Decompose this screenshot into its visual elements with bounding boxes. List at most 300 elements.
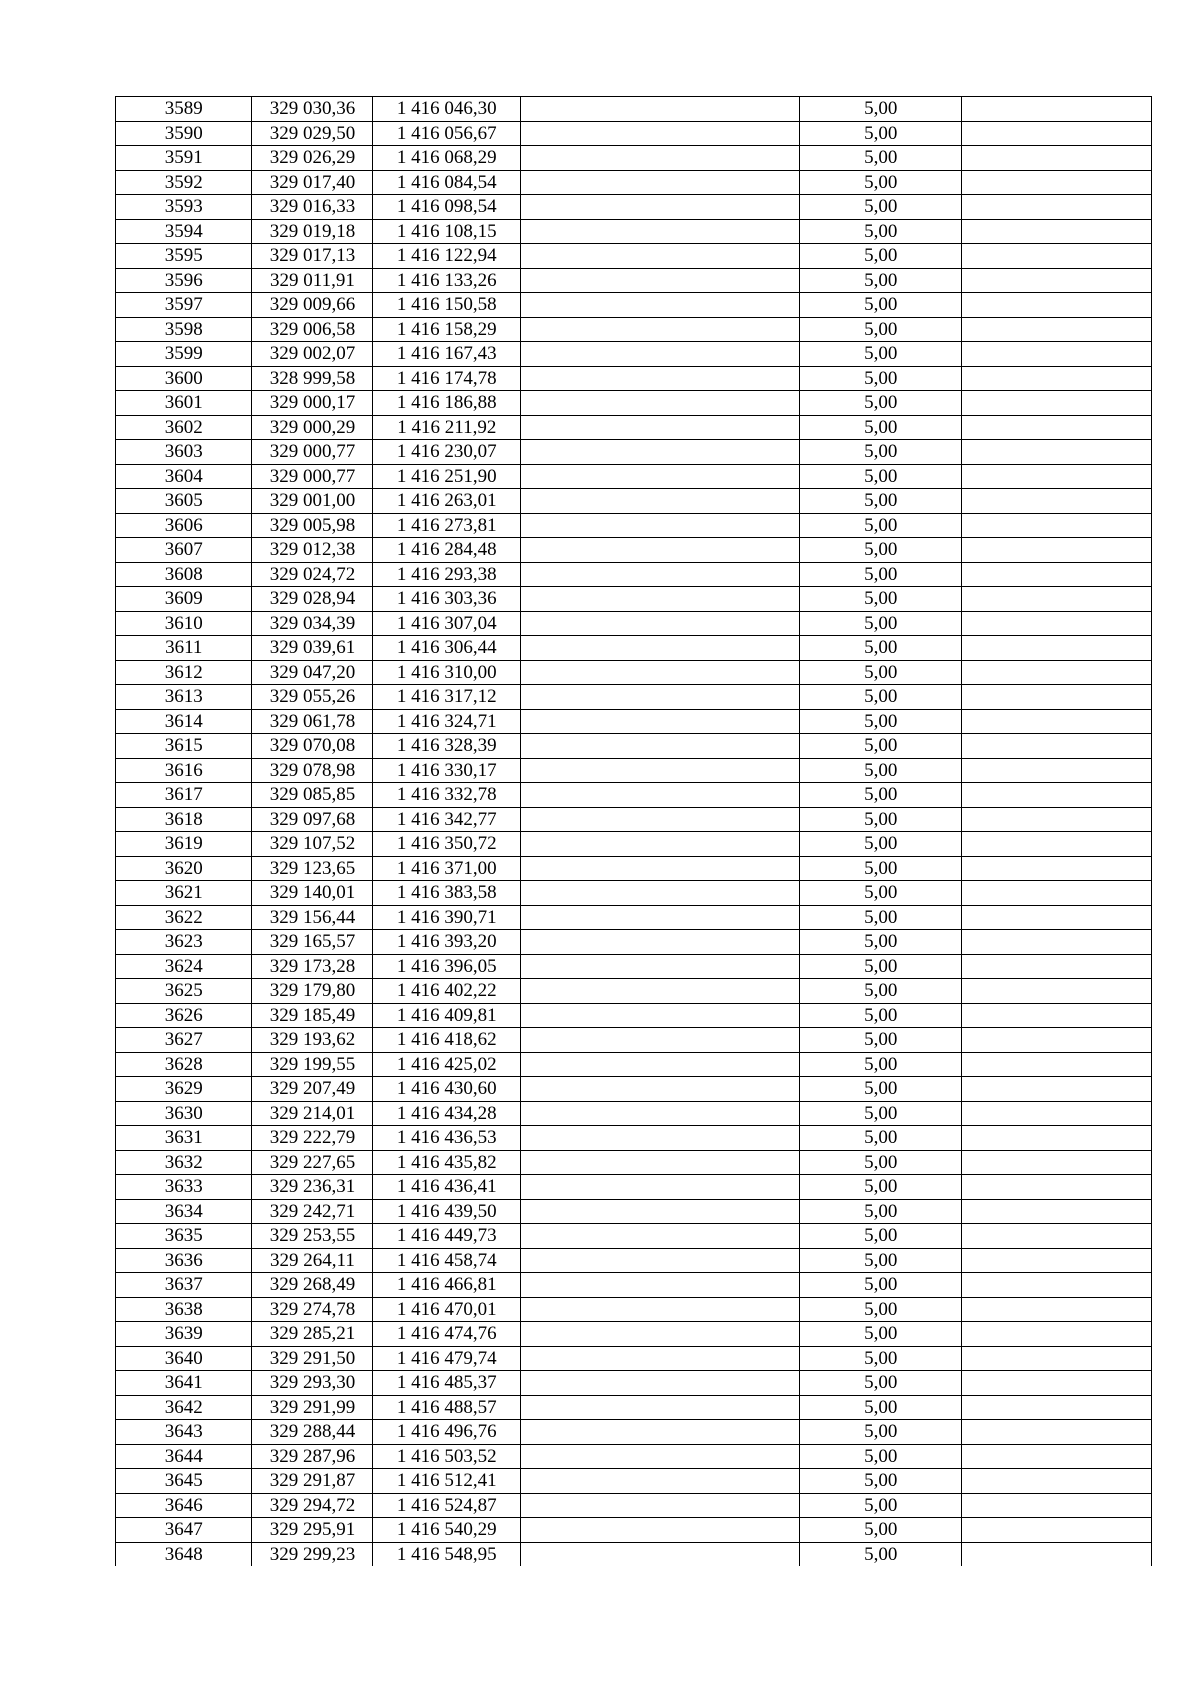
description-cell (521, 1444, 800, 1469)
description-cell (521, 146, 800, 171)
x-coordinate-cell: 329 242,71 (252, 1199, 373, 1224)
point-number-cell: 3648 (116, 1542, 252, 1566)
description-cell (521, 636, 800, 661)
table-row (116, 1175, 1152, 1200)
description-cell (521, 1028, 800, 1053)
table-row (116, 709, 1152, 734)
x-coordinate-cell: 329 012,38 (252, 538, 373, 563)
description-cell (521, 783, 800, 808)
note-cell (962, 832, 1152, 857)
description-cell (521, 1518, 800, 1543)
point-number-cell: 3645 (116, 1469, 252, 1494)
note-cell (962, 611, 1152, 636)
point-number-cell: 3626 (116, 1003, 252, 1028)
note-cell (962, 317, 1152, 342)
note-cell (962, 1003, 1152, 1028)
table-row (116, 97, 1152, 122)
table-row (116, 195, 1152, 220)
note-cell (962, 268, 1152, 293)
description-cell (521, 660, 800, 685)
table-row (116, 146, 1152, 171)
note-cell (962, 856, 1152, 881)
accuracy-cell: 5,00 (800, 1395, 962, 1420)
note-cell (962, 783, 1152, 808)
point-number-cell: 3596 (116, 268, 252, 293)
accuracy-cell: 5,00 (800, 954, 962, 979)
accuracy-cell: 5,00 (800, 587, 962, 612)
point-number-cell: 3595 (116, 244, 252, 269)
accuracy-cell: 5,00 (800, 1052, 962, 1077)
y-coordinate-cell: 1 416 330,17 (373, 758, 521, 783)
coordinates-table-body (116, 97, 1152, 1567)
point-number-cell: 3642 (116, 1395, 252, 1420)
y-coordinate-cell: 1 416 430,60 (373, 1077, 521, 1102)
accuracy-cell: 5,00 (800, 1077, 962, 1102)
x-coordinate-cell: 329 253,55 (252, 1224, 373, 1249)
note-cell (962, 440, 1152, 465)
point-number-cell: 3634 (116, 1199, 252, 1224)
description-cell (521, 170, 800, 195)
y-coordinate-cell: 1 416 512,41 (373, 1469, 521, 1494)
description-cell (521, 1371, 800, 1396)
y-coordinate-cell: 1 416 390,71 (373, 905, 521, 930)
point-number-cell: 3608 (116, 562, 252, 587)
accuracy-cell: 5,00 (800, 758, 962, 783)
point-number-cell: 3607 (116, 538, 252, 563)
point-number-cell: 3606 (116, 513, 252, 538)
table-row (116, 685, 1152, 710)
note-cell (962, 660, 1152, 685)
table-row (116, 856, 1152, 881)
y-coordinate-cell: 1 416 150,58 (373, 293, 521, 318)
y-coordinate-cell: 1 416 496,76 (373, 1420, 521, 1445)
description-cell (521, 195, 800, 220)
table-row (116, 489, 1152, 514)
note-cell (962, 489, 1152, 514)
description-cell (521, 1273, 800, 1298)
x-coordinate-cell: 329 287,96 (252, 1444, 373, 1469)
accuracy-cell: 5,00 (800, 660, 962, 685)
table-row (116, 587, 1152, 612)
y-coordinate-cell: 1 416 317,12 (373, 685, 521, 710)
x-coordinate-cell: 329 029,50 (252, 121, 373, 146)
point-number-cell: 3611 (116, 636, 252, 661)
y-coordinate-cell: 1 416 084,54 (373, 170, 521, 195)
y-coordinate-cell: 1 416 435,82 (373, 1150, 521, 1175)
y-coordinate-cell: 1 416 284,48 (373, 538, 521, 563)
description-cell (521, 1346, 800, 1371)
description-cell (521, 807, 800, 832)
note-cell (962, 366, 1152, 391)
table-row (116, 881, 1152, 906)
x-coordinate-cell: 329 047,20 (252, 660, 373, 685)
y-coordinate-cell: 1 416 485,37 (373, 1371, 521, 1396)
x-coordinate-cell: 329 294,72 (252, 1493, 373, 1518)
description-cell (521, 709, 800, 734)
accuracy-cell: 5,00 (800, 1469, 962, 1494)
x-coordinate-cell: 329 024,72 (252, 562, 373, 587)
point-number-cell: 3616 (116, 758, 252, 783)
table-row (116, 954, 1152, 979)
accuracy-cell: 5,00 (800, 930, 962, 955)
point-number-cell: 3617 (116, 783, 252, 808)
x-coordinate-cell: 329 006,58 (252, 317, 373, 342)
description-cell (521, 121, 800, 146)
note-cell (962, 1126, 1152, 1151)
point-number-cell: 3609 (116, 587, 252, 612)
accuracy-cell: 5,00 (800, 562, 962, 587)
point-number-cell: 3636 (116, 1248, 252, 1273)
y-coordinate-cell: 1 416 263,01 (373, 489, 521, 514)
point-number-cell: 3625 (116, 979, 252, 1004)
accuracy-cell: 5,00 (800, 905, 962, 930)
accuracy-cell: 5,00 (800, 636, 962, 661)
table-row (116, 293, 1152, 318)
table-row (116, 1101, 1152, 1126)
y-coordinate-cell: 1 416 402,22 (373, 979, 521, 1004)
table-row (116, 317, 1152, 342)
description-cell (521, 293, 800, 318)
description-cell (521, 219, 800, 244)
point-number-cell: 3590 (116, 121, 252, 146)
note-cell (962, 1395, 1152, 1420)
x-coordinate-cell: 329 070,08 (252, 734, 373, 759)
note-cell (962, 121, 1152, 146)
point-number-cell: 3621 (116, 881, 252, 906)
table-row (116, 1493, 1152, 1518)
x-coordinate-cell: 329 123,65 (252, 856, 373, 881)
accuracy-cell: 5,00 (800, 1101, 962, 1126)
x-coordinate-cell: 329 199,55 (252, 1052, 373, 1077)
description-cell (521, 1077, 800, 1102)
table-row (116, 1346, 1152, 1371)
note-cell (962, 1175, 1152, 1200)
table-row (116, 783, 1152, 808)
table-row (116, 1542, 1152, 1566)
point-number-cell: 3614 (116, 709, 252, 734)
x-coordinate-cell: 329 140,01 (252, 881, 373, 906)
point-number-cell: 3598 (116, 317, 252, 342)
description-cell (521, 1101, 800, 1126)
note-cell (962, 636, 1152, 661)
point-number-cell: 3630 (116, 1101, 252, 1126)
y-coordinate-cell: 1 416 293,38 (373, 562, 521, 587)
table-row (116, 391, 1152, 416)
table-row (116, 513, 1152, 538)
point-number-cell: 3627 (116, 1028, 252, 1053)
table-row (116, 758, 1152, 783)
description-cell (521, 464, 800, 489)
description-cell (521, 1052, 800, 1077)
description-cell (521, 391, 800, 416)
y-coordinate-cell: 1 416 540,29 (373, 1518, 521, 1543)
y-coordinate-cell: 1 416 342,77 (373, 807, 521, 832)
description-cell (521, 1224, 800, 1249)
point-number-cell: 3639 (116, 1322, 252, 1347)
table-row (116, 562, 1152, 587)
y-coordinate-cell: 1 416 056,67 (373, 121, 521, 146)
point-number-cell: 3647 (116, 1518, 252, 1543)
table-row (116, 366, 1152, 391)
accuracy-cell: 5,00 (800, 734, 962, 759)
x-coordinate-cell: 329 011,91 (252, 268, 373, 293)
y-coordinate-cell: 1 416 548,95 (373, 1542, 521, 1566)
x-coordinate-cell: 329 107,52 (252, 832, 373, 857)
x-coordinate-cell: 329 097,68 (252, 807, 373, 832)
accuracy-cell: 5,00 (800, 709, 962, 734)
accuracy-cell: 5,00 (800, 1322, 962, 1347)
note-cell (962, 1469, 1152, 1494)
accuracy-cell: 5,00 (800, 1542, 962, 1566)
accuracy-cell: 5,00 (800, 1248, 962, 1273)
x-coordinate-cell: 329 293,30 (252, 1371, 373, 1396)
note-cell (962, 685, 1152, 710)
y-coordinate-cell: 1 416 396,05 (373, 954, 521, 979)
accuracy-cell: 5,00 (800, 881, 962, 906)
point-number-cell: 3610 (116, 611, 252, 636)
point-number-cell: 3635 (116, 1224, 252, 1249)
description-cell (521, 1322, 800, 1347)
note-cell (962, 1371, 1152, 1396)
note-cell (962, 1346, 1152, 1371)
point-number-cell: 3632 (116, 1150, 252, 1175)
point-number-cell: 3613 (116, 685, 252, 710)
y-coordinate-cell: 1 416 425,02 (373, 1052, 521, 1077)
x-coordinate-cell: 329 001,00 (252, 489, 373, 514)
note-cell (962, 464, 1152, 489)
y-coordinate-cell: 1 416 439,50 (373, 1199, 521, 1224)
accuracy-cell: 5,00 (800, 1199, 962, 1224)
accuracy-cell: 5,00 (800, 170, 962, 195)
x-coordinate-cell: 329 005,98 (252, 513, 373, 538)
accuracy-cell: 5,00 (800, 219, 962, 244)
y-coordinate-cell: 1 416 324,71 (373, 709, 521, 734)
description-cell (521, 734, 800, 759)
x-coordinate-cell: 329 039,61 (252, 636, 373, 661)
x-coordinate-cell: 328 999,58 (252, 366, 373, 391)
y-coordinate-cell: 1 416 332,78 (373, 783, 521, 808)
table-row (116, 219, 1152, 244)
point-number-cell: 3624 (116, 954, 252, 979)
y-coordinate-cell: 1 416 273,81 (373, 513, 521, 538)
x-coordinate-cell: 329 222,79 (252, 1126, 373, 1151)
x-coordinate-cell: 329 291,99 (252, 1395, 373, 1420)
y-coordinate-cell: 1 416 434,28 (373, 1101, 521, 1126)
point-number-cell: 3620 (116, 856, 252, 881)
y-coordinate-cell: 1 416 350,72 (373, 832, 521, 857)
description-cell (521, 244, 800, 269)
description-cell (521, 268, 800, 293)
table-row (116, 807, 1152, 832)
point-number-cell: 3604 (116, 464, 252, 489)
accuracy-cell: 5,00 (800, 611, 962, 636)
x-coordinate-cell: 329 299,23 (252, 1542, 373, 1566)
accuracy-cell: 5,00 (800, 464, 962, 489)
x-coordinate-cell: 329 019,18 (252, 219, 373, 244)
accuracy-cell: 5,00 (800, 440, 962, 465)
point-number-cell: 3646 (116, 1493, 252, 1518)
y-coordinate-cell: 1 416 466,81 (373, 1273, 521, 1298)
y-coordinate-cell: 1 416 133,26 (373, 268, 521, 293)
point-number-cell: 3618 (116, 807, 252, 832)
x-coordinate-cell: 329 288,44 (252, 1420, 373, 1445)
note-cell (962, 146, 1152, 171)
x-coordinate-cell: 329 156,44 (252, 905, 373, 930)
y-coordinate-cell: 1 416 251,90 (373, 464, 521, 489)
accuracy-cell: 5,00 (800, 146, 962, 171)
y-coordinate-cell: 1 416 436,53 (373, 1126, 521, 1151)
note-cell (962, 1322, 1152, 1347)
accuracy-cell: 5,00 (800, 293, 962, 318)
note-cell (962, 293, 1152, 318)
accuracy-cell: 5,00 (800, 1420, 962, 1445)
x-coordinate-cell: 329 017,13 (252, 244, 373, 269)
y-coordinate-cell: 1 416 524,87 (373, 1493, 521, 1518)
x-coordinate-cell: 329 017,40 (252, 170, 373, 195)
y-coordinate-cell: 1 416 046,30 (373, 97, 521, 122)
table-row (116, 1028, 1152, 1053)
point-number-cell: 3594 (116, 219, 252, 244)
x-coordinate-cell: 329 061,78 (252, 709, 373, 734)
y-coordinate-cell: 1 416 458,74 (373, 1248, 521, 1273)
y-coordinate-cell: 1 416 186,88 (373, 391, 521, 416)
note-cell (962, 244, 1152, 269)
accuracy-cell: 5,00 (800, 783, 962, 808)
y-coordinate-cell: 1 416 303,36 (373, 587, 521, 612)
x-coordinate-cell: 329 295,91 (252, 1518, 373, 1543)
point-number-cell: 3601 (116, 391, 252, 416)
point-number-cell: 3628 (116, 1052, 252, 1077)
description-cell (521, 1542, 800, 1566)
note-cell (962, 1199, 1152, 1224)
y-coordinate-cell: 1 416 122,94 (373, 244, 521, 269)
table-row (116, 660, 1152, 685)
table-row (116, 268, 1152, 293)
table-row (116, 1395, 1152, 1420)
accuracy-cell: 5,00 (800, 268, 962, 293)
accuracy-cell: 5,00 (800, 1346, 962, 1371)
x-coordinate-cell: 329 000,77 (252, 440, 373, 465)
description-cell (521, 905, 800, 930)
y-coordinate-cell: 1 416 383,58 (373, 881, 521, 906)
description-cell (521, 881, 800, 906)
note-cell (962, 587, 1152, 612)
accuracy-cell: 5,00 (800, 1028, 962, 1053)
table-row (116, 905, 1152, 930)
coordinates-table (115, 96, 1152, 1566)
note-cell (962, 1518, 1152, 1543)
accuracy-cell: 5,00 (800, 1493, 962, 1518)
x-coordinate-cell: 329 000,17 (252, 391, 373, 416)
table-row (116, 832, 1152, 857)
accuracy-cell: 5,00 (800, 1273, 962, 1298)
accuracy-cell: 5,00 (800, 317, 962, 342)
point-number-cell: 3603 (116, 440, 252, 465)
point-number-cell: 3599 (116, 342, 252, 367)
description-cell (521, 685, 800, 710)
accuracy-cell: 5,00 (800, 1175, 962, 1200)
note-cell (962, 1028, 1152, 1053)
description-cell (521, 366, 800, 391)
note-cell (962, 1077, 1152, 1102)
accuracy-cell: 5,00 (800, 1150, 962, 1175)
table-row (116, 244, 1152, 269)
table-row (116, 440, 1152, 465)
x-coordinate-cell: 329 179,80 (252, 979, 373, 1004)
accuracy-cell: 5,00 (800, 807, 962, 832)
x-coordinate-cell: 329 227,65 (252, 1150, 373, 1175)
x-coordinate-cell: 329 000,77 (252, 464, 373, 489)
x-coordinate-cell: 329 291,50 (252, 1346, 373, 1371)
description-cell (521, 856, 800, 881)
point-number-cell: 3619 (116, 832, 252, 857)
table-row (116, 1077, 1152, 1102)
note-cell (962, 954, 1152, 979)
description-cell (521, 1199, 800, 1224)
x-coordinate-cell: 329 268,49 (252, 1273, 373, 1298)
note-cell (962, 1444, 1152, 1469)
description-cell (521, 538, 800, 563)
x-coordinate-cell: 329 207,49 (252, 1077, 373, 1102)
x-coordinate-cell: 329 214,01 (252, 1101, 373, 1126)
y-coordinate-cell: 1 416 409,81 (373, 1003, 521, 1028)
point-number-cell: 3605 (116, 489, 252, 514)
point-number-cell: 3641 (116, 1371, 252, 1396)
description-cell (521, 1003, 800, 1028)
y-coordinate-cell: 1 416 418,62 (373, 1028, 521, 1053)
accuracy-cell: 5,00 (800, 1224, 962, 1249)
accuracy-cell: 5,00 (800, 538, 962, 563)
x-coordinate-cell: 329 026,29 (252, 146, 373, 171)
accuracy-cell: 5,00 (800, 513, 962, 538)
y-coordinate-cell: 1 416 371,00 (373, 856, 521, 881)
accuracy-cell: 5,00 (800, 1297, 962, 1322)
note-cell (962, 930, 1152, 955)
note-cell (962, 881, 1152, 906)
point-number-cell: 3644 (116, 1444, 252, 1469)
y-coordinate-cell: 1 416 328,39 (373, 734, 521, 759)
table-row (116, 1297, 1152, 1322)
note-cell (962, 1297, 1152, 1322)
point-number-cell: 3637 (116, 1273, 252, 1298)
note-cell (962, 342, 1152, 367)
point-number-cell: 3640 (116, 1346, 252, 1371)
x-coordinate-cell: 329 002,07 (252, 342, 373, 367)
note-cell (962, 538, 1152, 563)
accuracy-cell: 5,00 (800, 979, 962, 1004)
point-number-cell: 3629 (116, 1077, 252, 1102)
table-row (116, 930, 1152, 955)
x-coordinate-cell: 329 185,49 (252, 1003, 373, 1028)
description-cell (521, 1248, 800, 1273)
x-coordinate-cell: 329 173,28 (252, 954, 373, 979)
note-cell (962, 1420, 1152, 1445)
note-cell (962, 1150, 1152, 1175)
description-cell (521, 587, 800, 612)
description-cell (521, 832, 800, 857)
table-row (116, 734, 1152, 759)
y-coordinate-cell: 1 416 098,54 (373, 195, 521, 220)
y-coordinate-cell: 1 416 449,73 (373, 1224, 521, 1249)
x-coordinate-cell: 329 274,78 (252, 1297, 373, 1322)
point-number-cell: 3622 (116, 905, 252, 930)
table-row (116, 342, 1152, 367)
table-row (116, 979, 1152, 1004)
accuracy-cell: 5,00 (800, 97, 962, 122)
description-cell (521, 979, 800, 1004)
table-row (116, 1224, 1152, 1249)
x-coordinate-cell: 329 028,94 (252, 587, 373, 612)
